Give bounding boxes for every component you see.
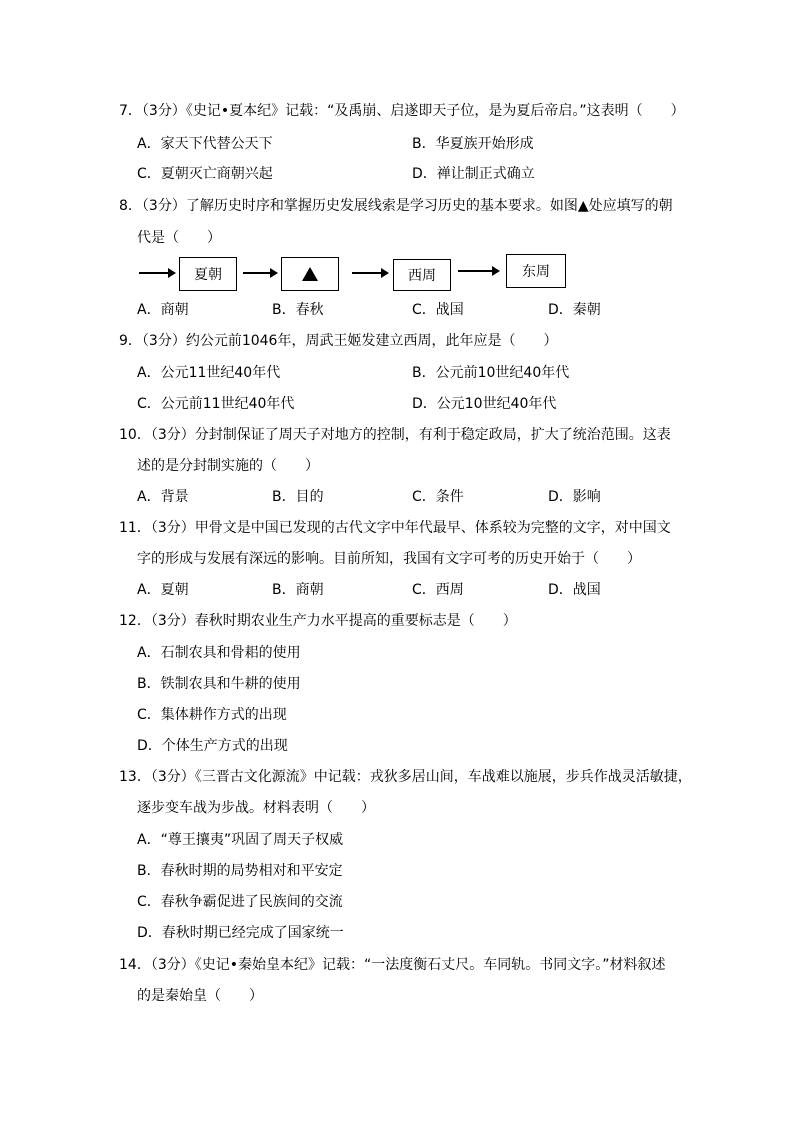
question-9-option-d[interactable]: D．公元10世纪40年代 [412,396,557,412]
question-9-option-c[interactable]: C．公元前11世纪40年代 [137,396,295,412]
flow-arrow-3 [352,272,382,274]
flow-box-label: 东周 [522,264,550,280]
flow-box-blank [281,257,339,291]
question-12-option-c[interactable]: C．集体耕作方式的出现 [137,707,287,723]
question-8-option-d[interactable]: D．秦朝 [548,302,601,318]
question-8-stem-continued: 代是（ ） [137,230,221,246]
flow-box-dongzhou [506,254,566,288]
question-10-option-a[interactable]: A．背景 [137,489,189,505]
blank-triangle-icon [302,267,318,281]
flow-box-label: 西周 [408,268,436,284]
question-10-option-d[interactable]: D．影响 [548,489,601,505]
question-11-option-c[interactable]: C．西周 [412,582,464,598]
question-8-stem: 8．（3分）了解历史时序和掌握历史发展线索是学习历史的基本要求。如图▲处应填写的朝 [119,198,673,214]
question-9-option-b[interactable]: B．公元前10世纪40年代 [412,365,570,381]
flow-box-xizhou [393,259,451,291]
question-13-option-b[interactable]: B．春秋时期的局势相对和平安定 [137,863,343,879]
question-7-option-d[interactable]: D．禅让制正式确立 [412,166,535,182]
question-13-stem-continued: 逐步变车战为步战。材料表明（ ） [137,800,375,816]
question-7-option-b[interactable]: B．华夏族开始形成 [412,136,534,152]
question-9-option-a[interactable]: A．公元11世纪40年代 [137,365,281,381]
question-7-option-c[interactable]: C．夏朝灭亡商朝兴起 [137,166,273,182]
question-9-stem: 9．（3分）约公元前1046年，周武王姬发建立西周，此年应是（ ） [119,333,558,349]
question-10-option-c[interactable]: C．条件 [412,489,464,505]
question-13-option-d[interactable]: D．春秋时期已经完成了国家统一 [137,925,344,941]
question-12-option-d[interactable]: D．个体生产方式的出现 [137,738,288,754]
question-13-stem: 13．（3分）《三晋古文化源流》中记载：戎狄多居山间，车战难以施展，步兵作战灵活敏捷， [119,769,692,785]
flow-box-xia [179,257,237,291]
question-13-option-c[interactable]: C．春秋争霸促进了民族间的交流 [137,894,343,910]
question-11-option-a[interactable]: A．夏朝 [137,582,189,598]
flow-arrow-1 [139,272,169,274]
question-8-option-c[interactable]: C．战国 [412,302,464,318]
flow-arrow-4 [458,270,493,272]
question-11-option-d[interactable]: D．战国 [548,582,601,598]
question-11-stem: 11．（3分）甲骨文是中国已发现的古代文字中年代最早、体系较为完整的文字，对中国文 [119,520,671,536]
question-13-option-a[interactable]: A．“尊王攘夷”巩固了周天子权威 [137,832,344,848]
question-7-option-a[interactable]: A．家天下代替公天下 [137,136,273,152]
question-14-stem: 14．（3分）《史记•秦始皇本纪》记载：“一法度衡石丈尺。车同轨。书同文字。”材料叙述 [119,957,666,973]
question-14-stem-continued: 的是秦始皇（ ） [137,988,263,1004]
question-10-stem: 10．（3分）分封制保证了周天子对地方的控制，有利于稳定政局，扩大了统治范围。这表 [119,427,671,443]
flow-arrow-2 [243,272,271,274]
question-7-stem: 7．（3分）《史记•夏本纪》记载：“及禹崩、启遂即天子位，是为夏后帝启。”这表明（ ） [119,103,685,119]
question-10-option-b[interactable]: B．目的 [272,489,324,505]
question-8-option-a[interactable]: A．商朝 [137,302,189,318]
question-11-option-b[interactable]: B．商朝 [272,582,324,598]
question-11-stem-continued: 字的形成与发展有深远的影响。目前所知，我国有文字可考的历史开始于（ ） [137,551,641,567]
question-12-stem: 12．（3分）春秋时期农业生产力水平提高的重要标志是（ ） [119,613,517,629]
flow-box-label: 夏朝 [194,267,222,283]
question-8-option-b[interactable]: B．春秋 [272,302,324,318]
question-12-option-a[interactable]: A．石制农具和骨耜的使用 [137,645,301,661]
question-12-option-b[interactable]: B．铁制农具和牛耕的使用 [137,676,301,692]
question-10-stem-continued: 述的是分封制实施的（ ） [137,458,319,474]
